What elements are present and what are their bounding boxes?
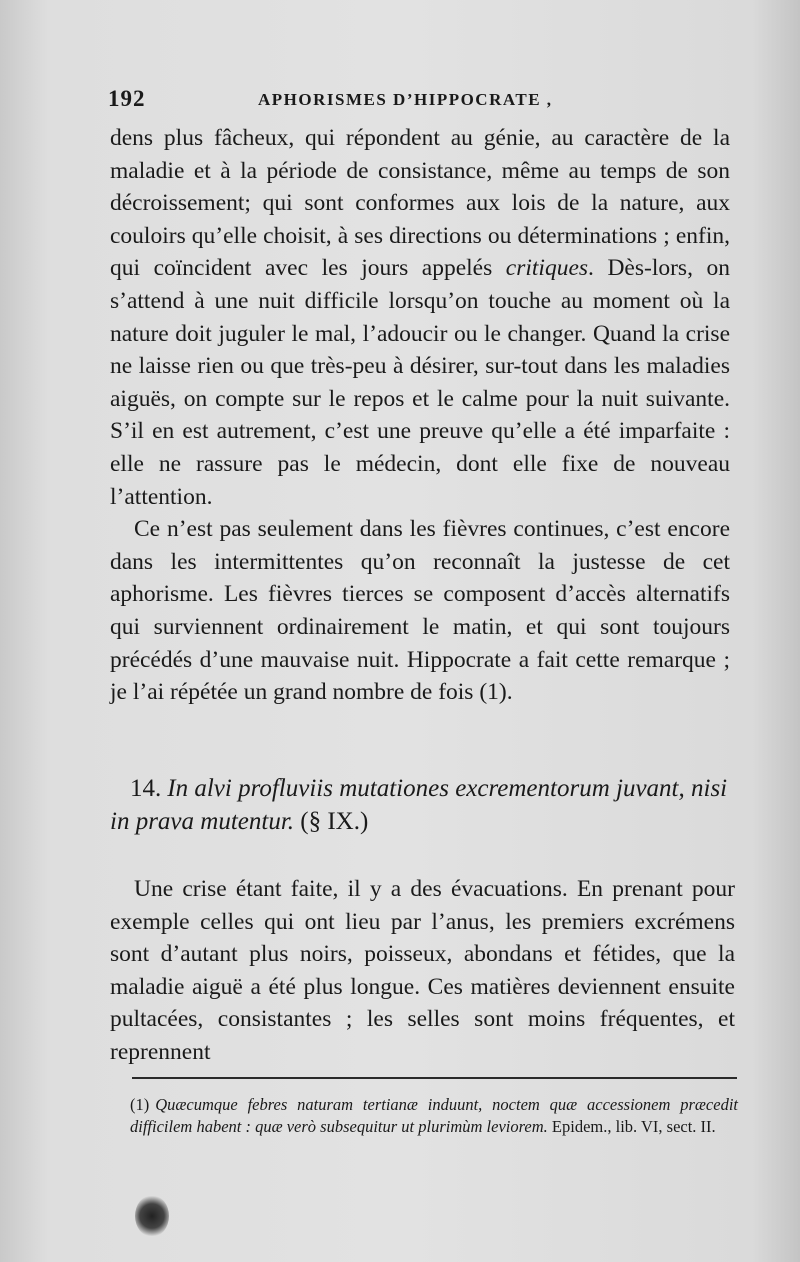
paragraph-1-start: dens plus fâcheux, qui répondent au génie, au caractère de la maladie et à la période de consistance, même au temps de son décroissement; qui sont conformes aux lois de la nature, aux couloirs qu’elle choisit, à ses directions ou déterminations ; enfin, qui coïncident avec les jours appelés bbox=[110, 125, 730, 282]
page-number: 192 bbox=[108, 86, 146, 111]
aphorism-heading bbox=[110, 772, 735, 838]
aphorism-reference: (§ IX.) bbox=[300, 808, 369, 835]
ink-smudge bbox=[135, 1195, 169, 1237]
commentary-text-block bbox=[110, 873, 735, 1069]
footnote bbox=[130, 1094, 738, 1138]
paragraph-1 bbox=[110, 122, 730, 513]
paragraph-1-end: . Dès-lors, on s’attend à une nuit difficile lorsqu’on touche au moment où la nature doit juguler le mal, l’adoucir ou le changer. Quand la crise ne laisse rien ou que très-peu à désirer, sur-tout dans les maladies aiguës, on compte sur le repos et le calme pour la nuit suivante. S’il en est autrement, c’est une preuve qu’elle a été imparfaite : elle ne rassure pas le médecin, dont elle fixe de nouveau l’attention. bbox=[110, 255, 730, 510]
footnote-mark: (1) bbox=[130, 1095, 150, 1114]
paragraph-1-italic: critiques bbox=[505, 255, 589, 282]
paragraph-3: Une crise étant faite, il y a des évacuations. En prenant pour exemple celles qui ont lieu par l’anus, les premiers excrémens sont d’autant plus noirs, poisseux, abondans et fétides, que la maladie aiguë a été plus longue. Ces matières deviennent ensuite pultacées, consistantes ; les selles sont moins fréquentes, et reprennent bbox=[110, 876, 735, 1065]
aphorism-latin: In alvi profluviis mutationes excrementorum juvant, nisi in prava mutentur. bbox=[110, 775, 728, 835]
aphorism-number: 14. bbox=[130, 775, 162, 802]
running-title: APHORISMES D’HIPPOCRATE , bbox=[258, 90, 553, 109]
footnote-source: Epidem., lib. VI, sect. II. bbox=[551, 1117, 716, 1136]
footnote-rule bbox=[132, 1077, 737, 1079]
page-header bbox=[108, 86, 738, 116]
paragraph-2: Ce n’est pas seulement dans les fièvres continues, c’est encore dans les intermittentes qu’on reconnaît la justesse de cet aphorisme. Les fièvres tierces se composent d’accès alternatifs qui surviennent ordinairement le matin, et qui sont toujours précédés d’une mauvaise nuit. Hippocrate a fait cette remarque ; je l’ai répétée un grand nombre de fois (1). bbox=[110, 516, 730, 706]
main-text-block bbox=[110, 122, 730, 709]
footnote-latin: Quæcumque febres naturam tertianæ induunt, noctem quæ accessionem præcedit difficilem habent : quæ verò subsequitur ut plurimùm leviorem. bbox=[130, 1095, 738, 1136]
